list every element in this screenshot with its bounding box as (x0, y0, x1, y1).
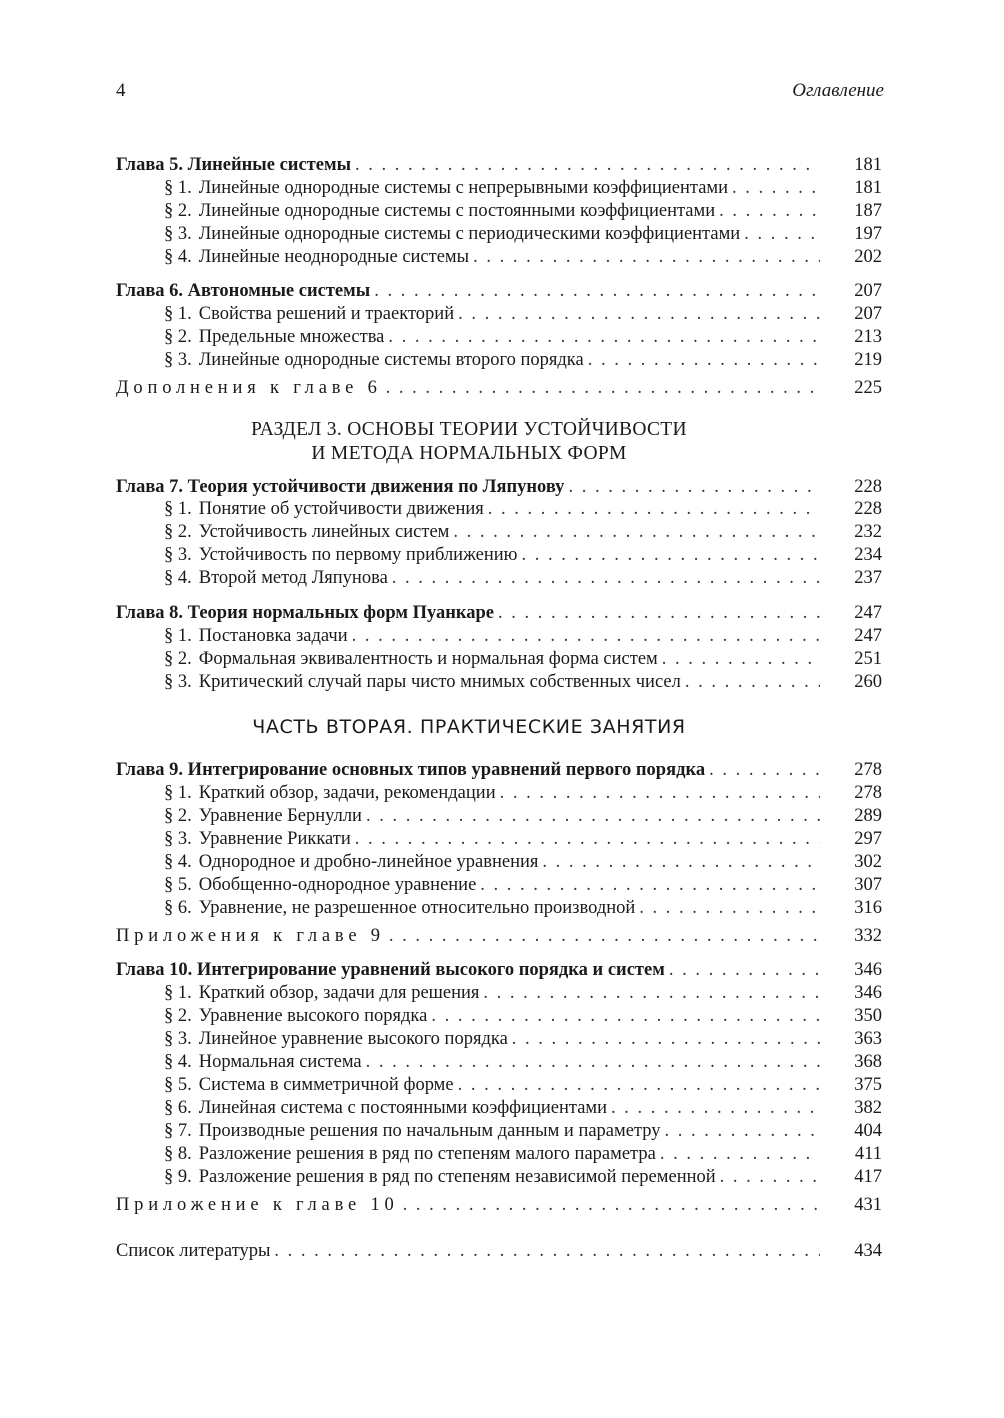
running-title: Оглавление (792, 80, 884, 101)
toc-entry-page: 382 (854, 1098, 882, 1118)
section-number: § 4. (164, 852, 192, 872)
dot-leader (374, 281, 820, 302)
toc-entry-title (164, 224, 740, 245)
toc-chapter-10[interactable] (116, 960, 882, 984)
section-title: Формальная эквивалентность и нормальная форма систем (198, 649, 658, 669)
section-title: Разложение решения в ряд по степеням малого параметра (198, 1144, 656, 1164)
toc-section[interactable] (164, 1167, 882, 1191)
section-number: § 2. (164, 649, 192, 669)
section-number: § 2. (164, 1006, 192, 1026)
toc-entry-page: 181 (854, 155, 882, 175)
toc-entry-title (164, 1144, 656, 1165)
dot-leader (498, 603, 820, 624)
section-title: Постановка задачи (198, 626, 348, 646)
toc-entry-title (164, 1075, 454, 1096)
toc-section[interactable] (164, 1144, 882, 1168)
section-title: Обобщенно-однородное уравнение (198, 875, 477, 895)
section-number: § 6. (164, 1098, 192, 1118)
toc-entry-page: 434 (854, 1241, 882, 1261)
section-title: Линейные однородные системы с постоянными коэффициентами (198, 201, 716, 221)
toc-section[interactable] (164, 898, 882, 922)
toc-entry-page: 346 (854, 983, 882, 1003)
toc-entry-title (164, 499, 484, 520)
toc-section[interactable] (164, 350, 882, 374)
section-title: Линейные однородные системы второго порядка (198, 350, 584, 370)
section-title: Устойчивость линейных систем (198, 522, 450, 542)
toc-entry-page: 417 (854, 1167, 882, 1187)
toc-entry-page: 431 (854, 1195, 882, 1215)
toc-entry-title: Дополнения к главе 6 (116, 378, 382, 398)
dot-leader (473, 247, 820, 268)
section-number: § 1. (164, 304, 192, 324)
part-heading: ЧАСТЬ ВТОРАЯ. ПРАКТИЧЕСКИЕ ЗАНЯТИЯ (252, 716, 686, 738)
toc-entry-page: 197 (854, 224, 882, 244)
dot-leader (403, 1195, 820, 1216)
section-number: § 2. (164, 327, 192, 347)
toc-appendix-ch10[interactable] (116, 1195, 882, 1219)
section-title: Линейное уравнение высокого порядка (198, 1029, 508, 1049)
toc-section[interactable] (164, 875, 882, 899)
toc-section[interactable] (164, 672, 882, 696)
section-title: Понятие об устойчивости движения (198, 499, 484, 519)
toc-entry-title (164, 568, 388, 589)
dot-leader (662, 649, 820, 670)
toc-entry-page: 278 (854, 783, 882, 803)
dot-leader (542, 852, 820, 873)
toc-references[interactable] (116, 1241, 882, 1265)
toc-entry-page: 316 (854, 898, 882, 918)
toc-entry-title (164, 1006, 427, 1027)
toc-entry-page: 202 (854, 247, 882, 267)
toc-entry-page: 404 (854, 1121, 882, 1141)
dot-leader (512, 1029, 820, 1050)
section-number: § 4. (164, 568, 192, 588)
toc-chapter-7[interactable] (116, 477, 882, 501)
dot-leader (669, 960, 820, 981)
section-number: § 7. (164, 1121, 192, 1141)
toc-entry-title: Глава 7. Теория устойчивости движения по Ляпунову (116, 477, 565, 497)
toc-entry-title (164, 672, 681, 693)
section-number: § 4. (164, 247, 192, 267)
section-title: Система в симметричной форме (198, 1075, 454, 1095)
toc-entry-page: 181 (854, 178, 882, 198)
toc-entry-page: 297 (854, 829, 882, 849)
toc-entry-title (164, 201, 715, 222)
toc-entry-title (164, 1029, 508, 1050)
dot-leader (500, 783, 820, 804)
toc-entry-title (164, 852, 538, 873)
dot-leader (660, 1144, 820, 1165)
toc-entry-title (164, 898, 635, 919)
section-heading-line-1: РАЗДЕЛ 3. ОСНОВЫ ТЕОРИИ УСТОЙЧИВОСТИ (251, 419, 687, 440)
dot-leader (366, 806, 820, 827)
section-title: Производные решения по начальным данным и параметру (198, 1121, 661, 1141)
toc-entry-title: Приложение к главе 10 (116, 1195, 399, 1215)
section-title: Предельные множества (198, 327, 385, 347)
toc-section[interactable] (164, 1029, 882, 1053)
dot-leader (355, 155, 820, 176)
toc-entry-title: Глава 10. Интегрирование уравнений высокого порядка и систем (116, 960, 665, 980)
dot-leader (685, 672, 820, 693)
toc-section[interactable] (164, 178, 882, 202)
toc-entry-title (164, 1052, 362, 1073)
toc-entry-title (164, 806, 362, 827)
toc-entry-title: Глава 8. Теория нормальных форм Пуанкаре (116, 603, 495, 623)
toc-additions-ch6[interactable] (116, 378, 882, 402)
toc-entry-page: 307 (854, 875, 882, 895)
toc-section[interactable] (164, 327, 882, 351)
toc-section[interactable] (164, 545, 882, 569)
toc-section[interactable] (164, 499, 882, 523)
toc-entry-page: 207 (854, 304, 882, 324)
toc-section[interactable] (164, 1098, 882, 1122)
toc-section[interactable] (164, 983, 882, 1007)
toc-section[interactable] (164, 1121, 882, 1145)
dot-leader (732, 178, 820, 199)
section-number: § 2. (164, 806, 192, 826)
dot-leader (386, 378, 820, 399)
toc-entry-page: 375 (854, 1075, 882, 1095)
toc-entry-page: 237 (854, 568, 882, 588)
section-number: § 5. (164, 1075, 192, 1095)
toc-entry-title (164, 649, 658, 670)
toc-entry-page: 225 (854, 378, 882, 398)
dot-leader (639, 898, 820, 919)
dot-leader (720, 1167, 820, 1188)
toc-entry-title (164, 626, 348, 647)
section-number: § 9. (164, 1167, 192, 1187)
toc-entry-page: 346 (854, 960, 882, 980)
section-title: Краткий обзор, задачи, рекомендации (198, 783, 496, 803)
dot-leader (458, 304, 820, 325)
toc-section[interactable] (164, 626, 882, 650)
toc-section[interactable] (164, 304, 882, 328)
section-title: Уравнение высокого порядка (198, 1006, 428, 1026)
toc-entry-page: 278 (854, 760, 882, 780)
dot-leader (352, 626, 820, 647)
dot-leader (611, 1098, 820, 1119)
section-title: Линейные однородные системы с непрерывными коэффициентами (198, 178, 729, 198)
toc-appendices-ch9[interactable] (116, 926, 882, 950)
section-number: § 3. (164, 672, 192, 692)
section-title: Линейная система с постоянными коэффициентами (198, 1098, 608, 1118)
toc-entry-page: 332 (854, 926, 882, 946)
section-number: § 1. (164, 499, 192, 519)
section-title: Уравнение, не разрешенное относительно производной (198, 898, 636, 918)
toc-entry-title (164, 327, 384, 348)
toc-entry-title: Глава 6. Автономные системы (116, 281, 371, 301)
toc-entry-page: 207 (854, 281, 882, 301)
toc-section[interactable] (164, 201, 882, 225)
section-title: Критический случай пары чисто мнимых собственных чисел (198, 672, 681, 692)
toc-section[interactable] (164, 1052, 882, 1076)
toc-entry-page: 251 (854, 649, 882, 669)
dot-leader (366, 1052, 820, 1073)
section-number: § 2. (164, 522, 192, 542)
toc-section[interactable] (164, 224, 882, 248)
dot-leader (355, 829, 820, 850)
toc-chapter-6[interactable] (116, 281, 882, 305)
toc-entry-title (164, 247, 469, 268)
toc-entry-title (164, 1098, 607, 1119)
toc-entry-page: 247 (854, 603, 882, 623)
section-heading-line-2: И МЕТОДА НОРМАЛЬНЫХ ФОРМ (311, 443, 627, 464)
toc-entry-title: Глава 5. Линейные системы (116, 155, 352, 175)
toc-entry-page: 350 (854, 1006, 882, 1026)
section-number: § 1. (164, 983, 192, 1003)
toc-entry-title (164, 983, 479, 1004)
toc-entry-title (164, 875, 476, 896)
toc-section[interactable] (164, 783, 882, 807)
dot-leader (709, 760, 820, 781)
toc-entry-title (164, 829, 351, 850)
dot-leader (274, 1241, 820, 1262)
toc-section[interactable] (164, 1075, 882, 1099)
section-number: § 1. (164, 626, 192, 646)
dot-leader (588, 350, 820, 371)
section-title: Уравнение Риккати (198, 829, 351, 849)
toc-section[interactable] (164, 806, 882, 830)
toc-entry-page: 289 (854, 806, 882, 826)
section-number: § 2. (164, 201, 192, 221)
toc-entry-title: Приложения к главе 9 (116, 926, 385, 946)
dot-leader (568, 477, 820, 498)
toc-entry-page: 213 (854, 327, 882, 347)
toc-entry-title (164, 178, 728, 199)
toc-entry-page: 219 (854, 350, 882, 370)
section-title: Линейные неоднородные системы (198, 247, 470, 267)
section-number: § 1. (164, 178, 192, 198)
toc-entry-title (164, 350, 584, 371)
section-title: Уравнение Бернулли (198, 806, 362, 826)
section-title: Нормальная система (198, 1052, 362, 1072)
section-title: Разложение решения в ряд по степеням независимой переменной (198, 1167, 716, 1187)
toc-section[interactable] (164, 829, 882, 853)
dot-leader (480, 875, 820, 896)
toc-entry-page: 232 (854, 522, 882, 542)
toc-section[interactable] (164, 247, 882, 271)
dot-leader (392, 568, 820, 589)
toc-chapter-9[interactable] (116, 760, 882, 784)
toc-entry-page: 228 (854, 477, 882, 497)
toc-entry-title (164, 1121, 661, 1142)
dot-leader (388, 327, 820, 348)
section-number: § 3. (164, 350, 192, 370)
section-number: § 1. (164, 783, 192, 803)
section-number: § 8. (164, 1144, 192, 1164)
section-number: § 3. (164, 829, 192, 849)
toc-chapter-5[interactable] (116, 155, 882, 179)
toc-entry-page: 187 (854, 201, 882, 221)
dot-leader (744, 224, 820, 245)
toc-entry-page: 247 (854, 626, 882, 646)
toc-section[interactable] (164, 568, 882, 592)
section-heading (116, 418, 822, 466)
toc-entry-title (164, 545, 517, 566)
toc-chapter-8[interactable] (116, 603, 882, 627)
section-title: Второй метод Ляпунова (198, 568, 388, 588)
dot-leader (719, 201, 820, 222)
section-title: Свойства решений и траекторий (198, 304, 455, 324)
toc-entry-page: 368 (854, 1052, 882, 1072)
toc-entry-title (164, 1167, 716, 1188)
section-title: Устойчивость по первому приближению (198, 545, 518, 565)
dot-leader (665, 1121, 820, 1142)
toc-entry-page: 363 (854, 1029, 882, 1049)
section-number: § 4. (164, 1052, 192, 1072)
toc-section[interactable] (164, 1006, 882, 1030)
toc-entry-page: 411 (854, 1144, 882, 1164)
toc-entry-page: 228 (854, 499, 882, 519)
dot-leader (458, 1075, 820, 1096)
dot-leader (453, 522, 820, 543)
section-title: Линейные однородные системы с периодическими коэффициентами (198, 224, 741, 244)
toc-entry-page: 260 (854, 672, 882, 692)
toc-entry-title: Глава 9. Интегрирование основных типов уравнений первого порядка (116, 760, 706, 780)
toc-section[interactable] (164, 522, 882, 546)
toc-entry-title: Список литературы (116, 1241, 271, 1261)
toc-entry-page: 302 (854, 852, 882, 872)
section-number: § 3. (164, 545, 192, 565)
section-number: § 3. (164, 1029, 192, 1049)
section-title: Однородное и дробно-линейное уравнения (198, 852, 539, 872)
toc-entry-page: 234 (854, 545, 882, 565)
dot-leader (488, 499, 820, 520)
toc-entry-title (164, 783, 496, 804)
section-number: § 5. (164, 875, 192, 895)
dot-leader (431, 1006, 820, 1027)
toc-section[interactable] (164, 852, 882, 876)
dot-leader (389, 926, 820, 947)
toc-entry-title (164, 522, 449, 543)
dot-leader (483, 983, 820, 1004)
toc-section[interactable] (164, 649, 882, 673)
section-number: § 6. (164, 898, 192, 918)
section-number: § 3. (164, 224, 192, 244)
toc-entry-title (164, 304, 454, 325)
page-number: 4 (116, 80, 126, 101)
dot-leader (521, 545, 820, 566)
section-title: Краткий обзор, задачи для решения (198, 983, 480, 1003)
